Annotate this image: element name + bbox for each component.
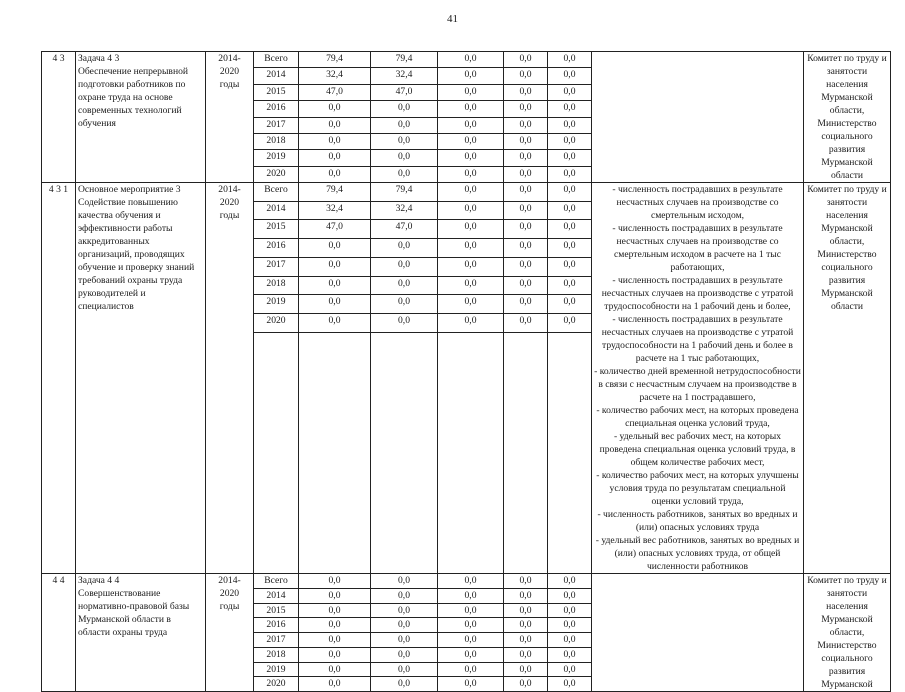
federal-budget-cell: 0,0 — [438, 295, 504, 314]
other-sources-cell: 0,0 — [548, 603, 592, 618]
page-number: 41 — [447, 13, 458, 25]
total-amount-cell: 0,0 — [299, 295, 371, 314]
year-cell: 2014 — [254, 68, 299, 84]
regional-budget-cell: 0,0 — [371, 588, 438, 603]
federal-budget-cell: 0,0 — [438, 183, 504, 202]
indicators-cell: - численность пострадавших в результате несчастных случаев на производстве со смертельным исходом, - численность пострадавших в результате несчастных случаев на производстве со смертельным исходом в расчете на 1 тыс работающих, - численность пострадавших в результате несчастных случаев на производстве с утратой трудоспособности на 1 рабочий день и более, - численность пострадавших в результате несчастных случаев на производстве с утратой трудоспособности на 1 рабочий день и более в расчете на 1 тыс работающих, - количество дней временной нетрудоспособности в связи с несчастным случаем на производстве в расчете на 1 пострадавшего, - количество рабочих мест, на которых проведена специальная оценка условий труда, - удельный вес рабочих мест, на которых проведена специальная оценка условий труда, в общем количестве рабочих мест, - количество рабочих мест, на которых улучшены условия труда по результатам специальной оценки условий труда, - численность работников, занятых во вредных и (или) опасных условиях труда - удельный вес работников, занятых во вредных и (или) опасных условиях труда, от общей численности работников — [592, 183, 804, 574]
federal-budget-cell: 0,0 — [438, 662, 504, 677]
year-cell: 2019 — [254, 295, 299, 314]
item-number-cell: 4 4 — [42, 574, 76, 692]
year-cell: 2014 — [254, 201, 299, 220]
period-cell: 2014- 2020 годы — [206, 183, 254, 574]
federal-budget-cell: 0,0 — [438, 150, 504, 166]
total-amount-cell: 0,0 — [299, 276, 371, 295]
federal-budget-cell: 0,0 — [438, 647, 504, 662]
other-sources-cell: 0,0 — [548, 84, 592, 100]
regional-budget-cell: 0,0 — [371, 662, 438, 677]
year-cell: Всего — [254, 183, 299, 202]
total-amount-cell: 0,0 — [299, 117, 371, 133]
other-sources-cell: 0,0 — [548, 201, 592, 220]
task-description-cell: Задача 4 4 Совершенствование нормативно-правовой базы Мурманской области в области охраны труда — [76, 574, 206, 692]
federal-budget-cell: 0,0 — [438, 220, 504, 239]
local-budget-cell: 0,0 — [504, 574, 548, 589]
other-sources-cell: 0,0 — [548, 166, 592, 182]
total-amount-cell: 0,0 — [299, 101, 371, 117]
regional-budget-cell: 0,0 — [371, 647, 438, 662]
total-amount-cell: 0,0 — [299, 588, 371, 603]
year-cell: 2016 — [254, 618, 299, 633]
federal-budget-cell: 0,0 — [438, 588, 504, 603]
year-cell: 2018 — [254, 647, 299, 662]
other-sources-cell: 0,0 — [548, 662, 592, 677]
year-cell: 2014 — [254, 588, 299, 603]
total-amount-cell: 0,0 — [299, 603, 371, 618]
total-amount-cell: 79,4 — [299, 52, 371, 68]
regional-budget-cell: 0,0 — [371, 618, 438, 633]
regional-budget-cell: 32,4 — [371, 201, 438, 220]
year-cell: Всего — [254, 574, 299, 589]
local-budget-cell: 0,0 — [504, 603, 548, 618]
year-cell: 2015 — [254, 603, 299, 618]
other-sources-cell: 0,0 — [548, 314, 592, 333]
federal-budget-cell: 0,0 — [438, 133, 504, 149]
responsible-executor-cell: Комитет по труду и занятости населения Мурманской области, Министерство социального развития Мурманской — [804, 574, 891, 692]
total-amount-cell: 79,4 — [299, 183, 371, 202]
federal-budget-cell: 0,0 — [438, 239, 504, 258]
regional-budget-cell: 0,0 — [371, 117, 438, 133]
local-budget-cell: 0,0 — [504, 276, 548, 295]
federal-budget-cell: 0,0 — [438, 84, 504, 100]
year-cell: 2020 — [254, 166, 299, 182]
other-sources-cell: 0,0 — [548, 68, 592, 84]
empty-cell — [371, 332, 438, 573]
total-amount-cell: 0,0 — [299, 133, 371, 149]
empty-cell — [504, 332, 548, 573]
total-amount-cell: 0,0 — [299, 633, 371, 648]
program-table — [41, 51, 891, 692]
task-description-cell: Задача 4 3 Обеспечение непрерывной подготовки работников по охране труда на основе современных технологий обучения — [76, 52, 206, 183]
federal-budget-cell: 0,0 — [438, 68, 504, 84]
year-cell: 2020 — [254, 677, 299, 692]
local-budget-cell: 0,0 — [504, 239, 548, 258]
local-budget-cell: 0,0 — [504, 588, 548, 603]
local-budget-cell: 0,0 — [504, 257, 548, 276]
empty-cell — [548, 332, 592, 573]
regional-budget-cell: 32,4 — [371, 68, 438, 84]
year-cell: 2019 — [254, 150, 299, 166]
year-cell: 2016 — [254, 239, 299, 258]
federal-budget-cell: 0,0 — [438, 677, 504, 692]
total-amount-cell: 32,4 — [299, 68, 371, 84]
year-cell: 2017 — [254, 117, 299, 133]
indicators-cell — [592, 52, 804, 183]
responsible-executor-cell: Комитет по труду и занятости населения Мурманской области, Министерство социального развития Мурманской области — [804, 52, 891, 183]
regional-budget-cell: 0,0 — [371, 314, 438, 333]
year-cell: Всего — [254, 52, 299, 68]
federal-budget-cell: 0,0 — [438, 618, 504, 633]
local-budget-cell: 0,0 — [504, 133, 548, 149]
local-budget-cell: 0,0 — [504, 68, 548, 84]
federal-budget-cell: 0,0 — [438, 117, 504, 133]
table-row — [42, 52, 891, 68]
year-cell: 2016 — [254, 101, 299, 117]
regional-budget-cell: 0,0 — [371, 166, 438, 182]
total-amount-cell: 47,0 — [299, 84, 371, 100]
other-sources-cell: 0,0 — [548, 52, 592, 68]
other-sources-cell: 0,0 — [548, 133, 592, 149]
federal-budget-cell: 0,0 — [438, 52, 504, 68]
period-cell: 2014- 2020 годы — [206, 52, 254, 183]
local-budget-cell: 0,0 — [504, 150, 548, 166]
year-cell: 2017 — [254, 257, 299, 276]
year-cell: 2018 — [254, 276, 299, 295]
period-cell: 2014- 2020 годы — [206, 574, 254, 692]
table-row — [42, 183, 891, 202]
other-sources-cell: 0,0 — [548, 633, 592, 648]
local-budget-cell: 0,0 — [504, 618, 548, 633]
year-cell: 2020 — [254, 314, 299, 333]
regional-budget-cell: 0,0 — [371, 677, 438, 692]
other-sources-cell: 0,0 — [548, 618, 592, 633]
total-amount-cell: 0,0 — [299, 166, 371, 182]
total-amount-cell: 47,0 — [299, 220, 371, 239]
regional-budget-cell: 0,0 — [371, 257, 438, 276]
regional-budget-cell: 79,4 — [371, 183, 438, 202]
local-budget-cell: 0,0 — [504, 677, 548, 692]
item-number-cell: 4 3 1 — [42, 183, 76, 574]
regional-budget-cell: 0,0 — [371, 133, 438, 149]
year-cell: 2015 — [254, 220, 299, 239]
other-sources-cell: 0,0 — [548, 101, 592, 117]
other-sources-cell: 0,0 — [548, 239, 592, 258]
other-sources-cell: 0,0 — [548, 588, 592, 603]
local-budget-cell: 0,0 — [504, 101, 548, 117]
local-budget-cell: 0,0 — [504, 201, 548, 220]
table-row — [42, 574, 891, 589]
year-cell: 2015 — [254, 84, 299, 100]
local-budget-cell: 0,0 — [504, 52, 548, 68]
empty-cell — [299, 332, 371, 573]
total-amount-cell: 0,0 — [299, 618, 371, 633]
total-amount-cell: 0,0 — [299, 574, 371, 589]
year-cell: 2017 — [254, 633, 299, 648]
regional-budget-cell: 0,0 — [371, 101, 438, 117]
other-sources-cell: 0,0 — [548, 677, 592, 692]
regional-budget-cell: 47,0 — [371, 84, 438, 100]
other-sources-cell: 0,0 — [548, 647, 592, 662]
total-amount-cell: 0,0 — [299, 257, 371, 276]
federal-budget-cell: 0,0 — [438, 201, 504, 220]
regional-budget-cell: 0,0 — [371, 603, 438, 618]
total-amount-cell: 0,0 — [299, 239, 371, 258]
local-budget-cell: 0,0 — [504, 117, 548, 133]
local-budget-cell: 0,0 — [504, 183, 548, 202]
empty-cell — [438, 332, 504, 573]
regional-budget-cell: 0,0 — [371, 276, 438, 295]
total-amount-cell: 0,0 — [299, 647, 371, 662]
federal-budget-cell: 0,0 — [438, 633, 504, 648]
regional-budget-cell: 79,4 — [371, 52, 438, 68]
federal-budget-cell: 0,0 — [438, 257, 504, 276]
total-amount-cell: 0,0 — [299, 677, 371, 692]
federal-budget-cell: 0,0 — [438, 101, 504, 117]
responsible-executor-cell: Комитет по труду и занятости населения Мурманской области, Министерство социального развития Мурманской области — [804, 183, 891, 574]
other-sources-cell: 0,0 — [548, 295, 592, 314]
other-sources-cell: 0,0 — [548, 117, 592, 133]
federal-budget-cell: 0,0 — [438, 276, 504, 295]
total-amount-cell: 32,4 — [299, 201, 371, 220]
federal-budget-cell: 0,0 — [438, 314, 504, 333]
item-number-cell: 4 3 — [42, 52, 76, 183]
local-budget-cell: 0,0 — [504, 633, 548, 648]
local-budget-cell: 0,0 — [504, 314, 548, 333]
regional-budget-cell: 0,0 — [371, 239, 438, 258]
regional-budget-cell: 0,0 — [371, 633, 438, 648]
other-sources-cell: 0,0 — [548, 574, 592, 589]
local-budget-cell: 0,0 — [504, 84, 548, 100]
local-budget-cell: 0,0 — [504, 662, 548, 677]
indicators-cell — [592, 574, 804, 692]
federal-budget-cell: 0,0 — [438, 603, 504, 618]
empty-cell — [254, 332, 299, 573]
other-sources-cell: 0,0 — [548, 276, 592, 295]
federal-budget-cell: 0,0 — [438, 574, 504, 589]
task-description-cell: Основное мероприятие 3 Содействие повышению качества обучения и эффективности работы аккредитованных организаций, проводящих обучение и проверку знаний требований охраны труда руководителей и специалистов — [76, 183, 206, 574]
total-amount-cell: 0,0 — [299, 150, 371, 166]
regional-budget-cell: 47,0 — [371, 220, 438, 239]
local-budget-cell: 0,0 — [504, 220, 548, 239]
total-amount-cell: 0,0 — [299, 662, 371, 677]
year-cell: 2018 — [254, 133, 299, 149]
other-sources-cell: 0,0 — [548, 257, 592, 276]
regional-budget-cell: 0,0 — [371, 295, 438, 314]
year-cell: 2019 — [254, 662, 299, 677]
local-budget-cell: 0,0 — [504, 166, 548, 182]
local-budget-cell: 0,0 — [504, 295, 548, 314]
regional-budget-cell: 0,0 — [371, 150, 438, 166]
regional-budget-cell: 0,0 — [371, 574, 438, 589]
total-amount-cell: 0,0 — [299, 314, 371, 333]
local-budget-cell: 0,0 — [504, 647, 548, 662]
other-sources-cell: 0,0 — [548, 183, 592, 202]
other-sources-cell: 0,0 — [548, 220, 592, 239]
other-sources-cell: 0,0 — [548, 150, 592, 166]
federal-budget-cell: 0,0 — [438, 166, 504, 182]
